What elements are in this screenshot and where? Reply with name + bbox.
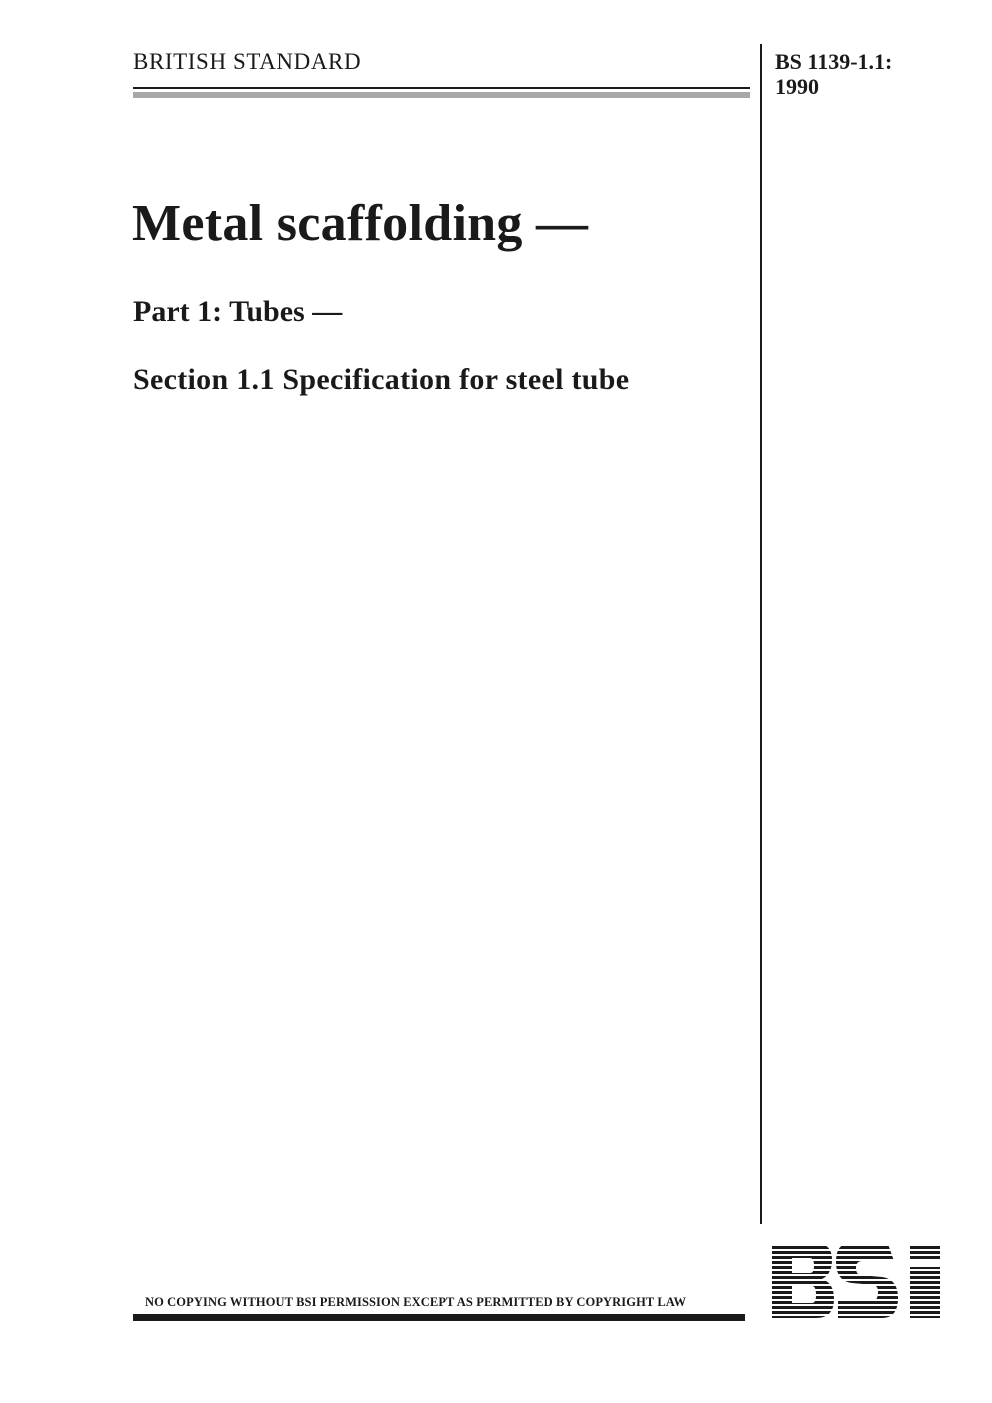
footer-rule bbox=[133, 1314, 745, 1321]
part-title: Part 1: Tubes — bbox=[133, 295, 343, 328]
document-number-code: BS 1139-1.1: bbox=[775, 49, 893, 74]
header-rule-thin bbox=[133, 87, 750, 89]
standard-type-label: BRITISH STANDARD bbox=[133, 49, 362, 74]
main-title: Metal scaffolding — bbox=[132, 195, 589, 252]
header-rule-thick bbox=[133, 92, 750, 98]
bsi-logo-icon bbox=[770, 1241, 945, 1321]
copyright-notice: NO COPYING WITHOUT BSI PERMISSION EXCEPT AS PERMITTED BY COPYRIGHT LAW bbox=[145, 1295, 687, 1309]
document-number bbox=[775, 49, 892, 99]
section-title: Section 1.1 Specification for steel tube bbox=[133, 363, 630, 396]
document-number-year: 1990 bbox=[775, 74, 819, 99]
vertical-divider bbox=[760, 44, 762, 1224]
